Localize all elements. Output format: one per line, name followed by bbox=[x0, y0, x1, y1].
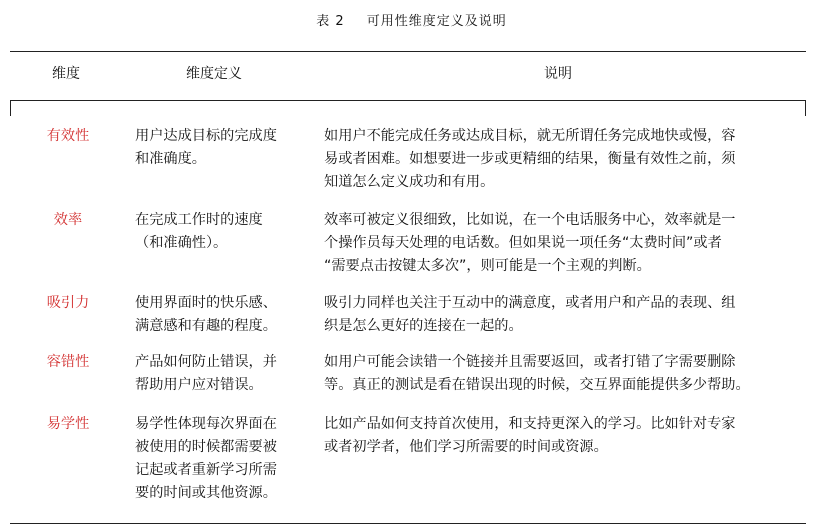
row-definition bbox=[135, 125, 307, 171]
description-line: 个操作员每天处理的电话数。但如果说一项任务“太费时间”或者 bbox=[324, 235, 722, 251]
header-rule bbox=[10, 100, 806, 101]
description-line: 易或者困难。如想要进一步或更精细的结果，衡量有效性之前，须 bbox=[324, 151, 736, 167]
description-line: 织是怎么更好的连接在一起的。 bbox=[324, 318, 523, 334]
description-line: 如用户可能会读错一个链接并且需要返回，或者打错了字需要删除 bbox=[324, 354, 736, 370]
row-description bbox=[324, 209, 800, 278]
definition-line: 和准确度。 bbox=[135, 151, 206, 167]
right-tick bbox=[805, 100, 806, 116]
definition-line: 记起或者重新学习所需 bbox=[135, 462, 277, 478]
definition-line: （和准确性）。 bbox=[135, 235, 228, 251]
definition-line: 使用界面时的快乐感、 bbox=[135, 295, 277, 311]
top-rule bbox=[10, 51, 806, 52]
header-definition: 维度定义 bbox=[186, 66, 242, 82]
row-definition bbox=[135, 351, 307, 397]
left-tick bbox=[10, 100, 11, 116]
row-description bbox=[324, 292, 800, 338]
definition-line: 在完成工作时的速度 bbox=[135, 212, 263, 228]
row-dimension: 容错性 bbox=[46, 354, 90, 370]
bottom-rule bbox=[10, 523, 806, 524]
row-dimension: 易学性 bbox=[46, 416, 90, 432]
table-caption bbox=[0, 10, 823, 29]
header-dimension: 维度 bbox=[52, 66, 80, 82]
caption-number: 表 2 bbox=[316, 14, 345, 29]
row-definition bbox=[135, 209, 307, 255]
description-line: 吸引力同样也关注于互动中的满意度，或者用户和产品的表现、组 bbox=[324, 295, 736, 311]
row-dimension: 吸引力 bbox=[46, 295, 90, 311]
definition-line: 易学性体现每次界面在 bbox=[135, 416, 277, 432]
description-line: 知道怎么定义成功和有用。 bbox=[324, 174, 495, 190]
description-line: 如用户不能完成任务或达成目标，就无所谓任务完成地快或慢，容 bbox=[324, 128, 736, 144]
description-line: “需要点击按键太多次”，则可能是一个主观的判断。 bbox=[324, 258, 651, 274]
header-description: 说明 bbox=[544, 66, 572, 82]
definition-line: 帮助用户应对错误。 bbox=[135, 377, 263, 393]
definition-line: 被使用的时候都需要被 bbox=[135, 439, 277, 455]
description-line: 效率可被定义很细致，比如说，在一个电话服务中心，效率就是一 bbox=[324, 212, 736, 228]
definition-line: 产品如何防止错误，并 bbox=[135, 354, 277, 370]
caption-title: 可用性维度定义及说明 bbox=[366, 14, 507, 29]
row-description bbox=[324, 125, 800, 194]
definition-line: 满意感和有趣的程度。 bbox=[135, 318, 277, 334]
definition-line: 要的时间或其他资源。 bbox=[135, 485, 277, 501]
description-line: 或者初学者，他们学习所需要的时间或资源。 bbox=[324, 439, 608, 455]
row-dimension: 效率 bbox=[53, 212, 83, 228]
description-line: 等。真正的测试是看在错误出现的时候，交互界面能提供多少帮助。 bbox=[324, 377, 750, 393]
row-description bbox=[324, 351, 800, 397]
row-description bbox=[324, 413, 800, 459]
definition-line: 用户达成目标的完成度 bbox=[135, 128, 277, 144]
row-definition bbox=[135, 413, 307, 505]
description-line: 比如产品如何支持首次使用，和支持更深入的学习。比如针对专家 bbox=[324, 416, 736, 432]
row-dimension: 有效性 bbox=[46, 128, 90, 144]
row-definition bbox=[135, 292, 307, 338]
